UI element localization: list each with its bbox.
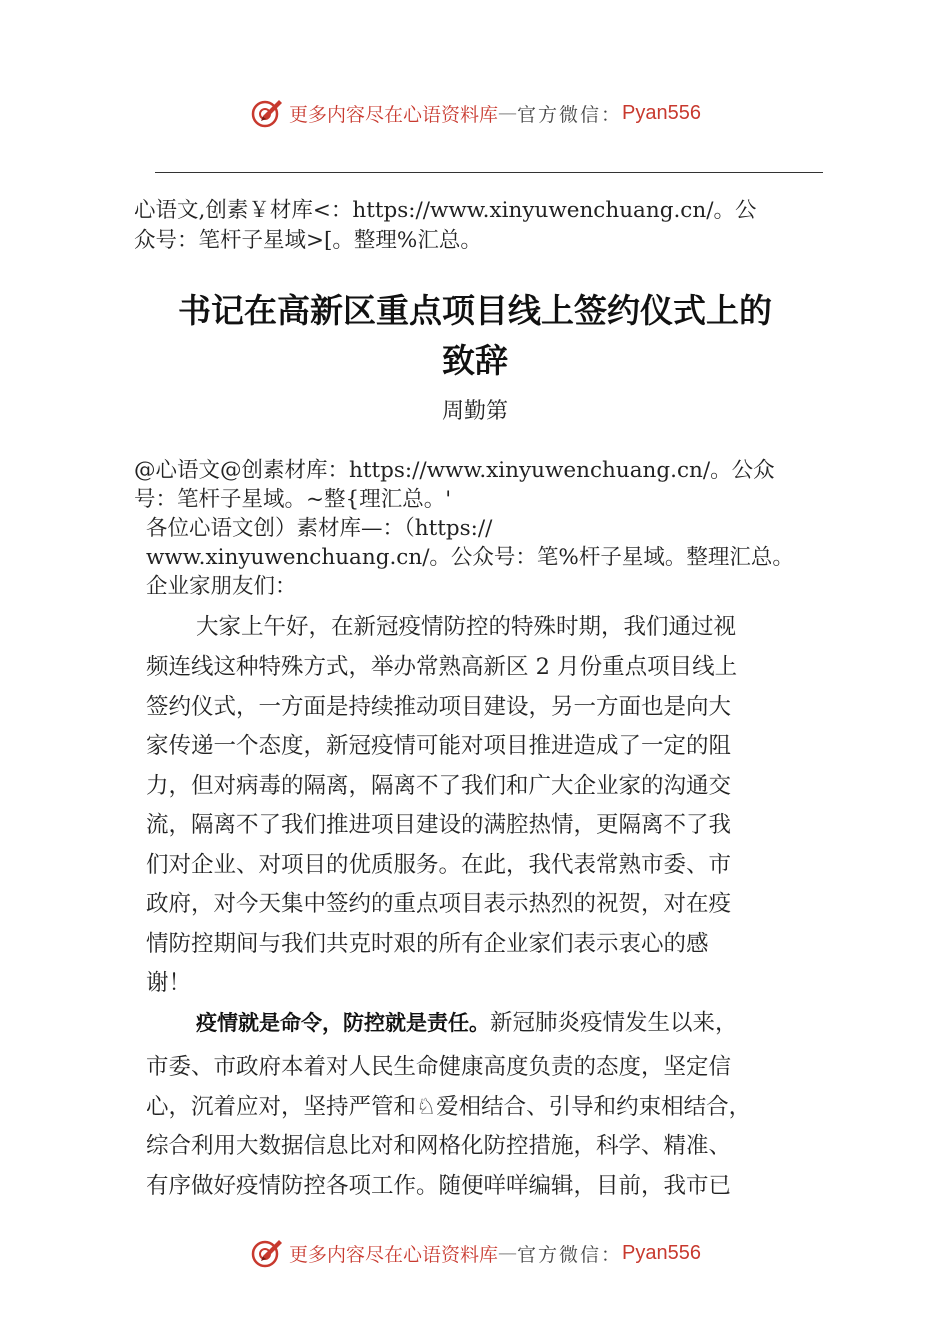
notice2-line1: @心语文@创素材库：https://www.xinyuwenchuang.cn/。公众 <box>134 458 775 483</box>
paragraph1-line: 大家上午好，在新冠疫情防控的特殊时期，我们通过视 <box>196 614 737 640</box>
notice3-line2: www.xinyuwenchuang.cn/。公众号：笔%杆子星域。整理汇总。 <box>146 545 794 570</box>
paragraph2-line1-rest: 新冠肺炎疫情发生以来， <box>490 1010 738 1036</box>
header-rule <box>155 172 823 173</box>
banner-separator: — <box>498 1242 518 1264</box>
banner-wechat-id: Pyan556 <box>622 1241 701 1264</box>
banner-separator: — <box>498 102 518 124</box>
paragraph1-line: 情防控期间与我们共克时艰的所有企业家们表示衷心的感 <box>146 931 709 957</box>
banner-text: 更多内容尽在心语资料库 <box>289 103 499 126</box>
paragraph1-line: 签约仪式，一方面是持续推动项目建设，另一方面也是向大 <box>146 694 732 720</box>
author: 周勤第 <box>441 399 508 424</box>
page-title-line2: 致辞 <box>442 341 508 380</box>
bottom-banner <box>0 1233 950 1273</box>
paragraph1-line: 流，隔离不了我们推进项目建设的满腔热情，更隔离不了我 <box>146 812 732 838</box>
paragraph1-line: 力，但对病毒的隔离，隔离不了我们和广大企业家的沟通交 <box>146 773 732 799</box>
paragraph2-line: 市委、市政府本着对人民生命健康高度负责的态度，坚定信 <box>146 1054 732 1080</box>
pen-logo-icon <box>249 95 285 131</box>
banner-wechat-id: Pyan556 <box>622 101 701 124</box>
notice3-line1: 各位心语文创）素材库—：（https:// <box>146 516 493 541</box>
notice2-line2: 号：笔杆子星域。~整{理汇总。' <box>134 487 452 512</box>
paragraph2-line: 综合利用大数据信息比对和网格化防控措施，科学、精准、 <box>146 1133 732 1159</box>
banner-wechat-label: 官方微信： <box>517 1243 623 1266</box>
paragraph1-line: 频连线这种特殊方式，举办常熟高新区 2 月份重点项目线上 <box>146 654 738 680</box>
paragraph1-line: 政府，对今天集中签约的重点项目表示热烈的祝贺，对在疫 <box>146 891 732 917</box>
paragraph1-line: 们对企业、对项目的优质服务。在此，我代表常熟市委、市 <box>146 852 732 878</box>
top-banner <box>0 93 950 133</box>
header-notice-line1: 心语文,创素￥材库<：https://www.xinyuwenchuang.cn/。公 <box>134 198 757 223</box>
header-notice-line2: 众号：笔杆子星域>[。整理%汇总。 <box>134 228 482 253</box>
paragraph2-bold-lead: 疫情就是命令，防控就是责任。 <box>196 1011 490 1035</box>
paragraph1-line: 家传递一个态度，新冠疫情可能对项目推进造成了一定的阻 <box>146 733 732 759</box>
page-title-line1: 书记在高新区重点项目线上签约仪式上的 <box>178 291 772 330</box>
paragraph2-first-line <box>196 1004 866 1044</box>
paragraph1-line: 谢！ <box>146 970 192 996</box>
pen-logo-icon <box>249 1235 285 1271</box>
banner-text: 更多内容尽在心语资料库 <box>289 1243 499 1266</box>
paragraph2-line: 有序做好疫情防控各项工作。随便咩咩编辑，目前，我市已 <box>146 1173 732 1199</box>
salutation: 企业家朋友们： <box>146 574 297 599</box>
banner-wechat-label: 官方微信： <box>517 103 623 126</box>
paragraph2-line: 心，沉着应对，坚持严管和♘爱相结合、引导和约束相结合， <box>146 1094 752 1120</box>
